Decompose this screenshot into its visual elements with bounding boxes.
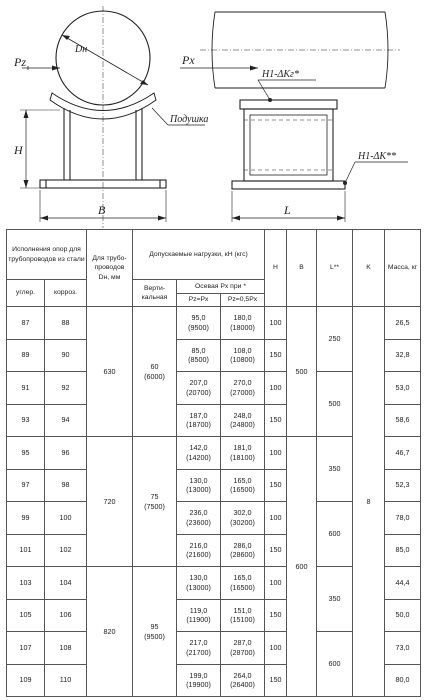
cell-h: 100	[265, 307, 287, 340]
axial-pz-px-kgf: (23600)	[186, 517, 211, 527]
cell-h: 100	[265, 567, 287, 600]
axial-pz-05-kn: 286,0	[233, 540, 252, 550]
header-dn-unit: Dн, мм	[98, 273, 121, 281]
cell-dn: 820	[87, 567, 133, 697]
cell-carbon: 93	[7, 404, 45, 437]
label-weld-2: Н1-ΔК**	[358, 151, 397, 162]
cell-axial-pz-px	[177, 599, 221, 632]
cell-axial-pz-05	[221, 469, 265, 502]
cell-axial-pz-05	[221, 632, 265, 665]
axial-pz-05-kn: 108,0	[233, 345, 252, 355]
cell-mass: 32,8	[385, 339, 421, 372]
axial-pz-05-kn: 165,0	[233, 573, 252, 583]
cell-axial-pz-05	[221, 307, 265, 340]
axial-pz-05-kn: 248,0	[233, 410, 252, 420]
cell-axial-pz-px	[177, 632, 221, 665]
cell-vertical-load	[133, 437, 177, 567]
label-pz: Pz	[14, 55, 26, 69]
cell-corrosion: 100	[45, 502, 87, 535]
axial-pz-px-kn: 130,0	[189, 573, 208, 583]
header-carbon: углер.	[7, 280, 45, 307]
axial-pz-px-kgf: (14200)	[186, 452, 211, 462]
cell-h: 100	[265, 632, 287, 665]
cell-axial-pz-05	[221, 372, 265, 405]
label-px: Px	[182, 53, 195, 67]
axial-pz-05-kgf: (27000)	[230, 387, 255, 397]
label-weld-1: Н1-ΔКг*	[262, 69, 299, 80]
cell-l: 350	[317, 437, 353, 502]
cell-l: 600	[317, 632, 353, 697]
axial-pz-05-kn: 151,0	[233, 605, 252, 615]
label-podushka: Подушка	[170, 114, 209, 125]
cell-mass: 73,0	[385, 632, 421, 665]
header-pipe-label: Для трубо-проводов	[92, 255, 127, 272]
axial-pz-05-kn: 302,0	[233, 508, 252, 518]
cell-axial-pz-px	[177, 437, 221, 470]
axial-pz-05-kn: 287,0	[233, 638, 252, 648]
cell-axial-pz-05	[221, 502, 265, 535]
axial-pz-px-kn: 187,0	[189, 410, 208, 420]
axial-pz-05-kn: 264,0	[233, 670, 252, 680]
cell-mass: 85,0	[385, 534, 421, 567]
cell-axial-pz-px	[177, 567, 221, 600]
axial-pz-px-kgf: (19900)	[186, 680, 211, 690]
cell-h: 150	[265, 404, 287, 437]
axial-pz-px-kn: 130,0	[189, 475, 208, 485]
axial-pz-05-kgf: (10800)	[230, 355, 255, 365]
cell-dn: 720	[87, 437, 133, 567]
cell-corrosion: 92	[45, 372, 87, 405]
cell-h: 100	[265, 372, 287, 405]
cell-mass: 46,7	[385, 437, 421, 470]
cell-h: 150	[265, 469, 287, 502]
table-row	[7, 307, 421, 340]
cell-carbon: 107	[7, 632, 45, 665]
cell-axial-pz-px	[177, 502, 221, 535]
cell-axial-pz-px	[177, 307, 221, 340]
header-b: B	[287, 230, 317, 307]
cell-h: 150	[265, 534, 287, 567]
cell-axial-pz-px	[177, 404, 221, 437]
support-spec-table	[6, 229, 421, 697]
axial-pz-px-kn: 236,0	[189, 508, 208, 518]
cell-l: 350	[317, 567, 353, 632]
cell-axial-pz-05	[221, 567, 265, 600]
vertical-load-kn: 60	[150, 361, 159, 371]
axial-pz-05-kgf: (18000)	[230, 322, 255, 332]
axial-pz-05-kgf: (16500)	[230, 485, 255, 495]
cell-l: 500	[317, 372, 353, 437]
label-b: B	[98, 203, 106, 217]
cell-mass: 26,5	[385, 307, 421, 340]
cell-corrosion: 104	[45, 567, 87, 600]
axial-pz-px-kn: 142,0	[189, 443, 208, 453]
axial-pz-05-kgf: (28600)	[230, 550, 255, 560]
cell-mass: 58,6	[385, 404, 421, 437]
axial-pz-05-kgf: (26400)	[230, 680, 255, 690]
axial-pz-05-kn: 181,0	[233, 443, 252, 453]
axial-pz-px-kgf: (9500)	[188, 322, 209, 332]
header-execution: Исполнения опор для трубопроводов из стали	[7, 230, 87, 280]
axial-pz-px-kn: 216,0	[189, 540, 208, 550]
label-h: H	[14, 143, 23, 157]
cell-axial-pz-05	[221, 437, 265, 470]
cell-mass: 50,0	[385, 599, 421, 632]
cell-b: 500	[287, 307, 317, 437]
axial-pz-05-kn: 270,0	[233, 378, 252, 388]
label-l: L	[284, 203, 291, 217]
cell-mass: 80,0	[385, 664, 421, 697]
axial-pz-px-kn: 217,0	[189, 638, 208, 648]
axial-pz-05-kgf: (30200)	[230, 517, 255, 527]
cell-corrosion: 102	[45, 534, 87, 567]
cell-h: 100	[265, 437, 287, 470]
axial-pz-px-kgf: (20700)	[186, 387, 211, 397]
cell-l: 250	[317, 307, 353, 372]
cell-carbon: 99	[7, 502, 45, 535]
axial-pz-05-kn: 165,0	[233, 475, 252, 485]
cell-mass: 44,4	[385, 567, 421, 600]
technical-drawing	[0, 0, 425, 228]
cell-axial-pz-05	[221, 534, 265, 567]
cell-corrosion: 94	[45, 404, 87, 437]
axial-pz-05-kgf: (18100)	[230, 452, 255, 462]
cell-axial-pz-05	[221, 404, 265, 437]
cell-axial-pz-05	[221, 599, 265, 632]
cell-corrosion: 110	[45, 664, 87, 697]
cell-corrosion: 96	[45, 437, 87, 470]
cell-h: 100	[265, 502, 287, 535]
cell-h: 150	[265, 664, 287, 697]
cell-axial-pz-px	[177, 372, 221, 405]
header-axial: Осевая Px при *	[177, 280, 265, 294]
vertical-load-kn: 75	[150, 491, 159, 501]
header-k: K	[353, 230, 385, 307]
axial-pz-px-kn: 95,0	[191, 313, 206, 323]
axial-pz-px-kgf: (11900)	[186, 615, 211, 625]
axial-pz-px-kgf: (21600)	[186, 550, 211, 560]
cell-axial-pz-px	[177, 534, 221, 567]
axial-pz-px-kn: 119,0	[189, 605, 208, 615]
header-l: L**	[317, 230, 353, 307]
cell-corrosion: 106	[45, 599, 87, 632]
axial-pz-px-kgf: (13000)	[186, 485, 211, 495]
axial-pz-px-kn: 85,0	[191, 345, 206, 355]
cell-axial-pz-px	[177, 469, 221, 502]
cell-l: 600	[317, 502, 353, 567]
header-loads: Допускаемые нагрузки, кН (кгс)	[133, 230, 265, 280]
axial-pz-05-kgf: (24800)	[230, 420, 255, 430]
header-pipe	[87, 230, 133, 307]
cell-corrosion: 88	[45, 307, 87, 340]
cell-axial-pz-px	[177, 339, 221, 372]
cell-axial-pz-05	[221, 664, 265, 697]
cell-mass: 78,0	[385, 502, 421, 535]
cell-h: 150	[265, 599, 287, 632]
vertical-load-kgf: (7500)	[144, 501, 165, 511]
cell-corrosion: 90	[45, 339, 87, 372]
axial-pz-px-kn: 199,0	[189, 670, 208, 680]
axial-pz-px-kgf: (21700)	[186, 647, 211, 657]
cell-mass: 53,0	[385, 372, 421, 405]
cell-corrosion: 98	[45, 469, 87, 502]
header-mass: Масса, кг	[385, 230, 421, 307]
cell-carbon: 109	[7, 664, 45, 697]
cell-mass: 52,3	[385, 469, 421, 502]
axial-pz-px-kn: 207,0	[189, 378, 208, 388]
cell-dn: 630	[87, 307, 133, 437]
cell-carbon: 97	[7, 469, 45, 502]
vertical-load-kgf: (9500)	[144, 631, 165, 641]
cell-carbon: 95	[7, 437, 45, 470]
cell-carbon: 89	[7, 339, 45, 372]
cell-h: 150	[265, 339, 287, 372]
cell-axial-pz-px	[177, 664, 221, 697]
header-h: H	[265, 230, 287, 307]
cell-carbon: 103	[7, 567, 45, 600]
cell-carbon: 87	[7, 307, 45, 340]
cell-vertical-load	[133, 567, 177, 697]
vertical-load-kgf: (6000)	[144, 371, 165, 381]
cell-corrosion: 108	[45, 632, 87, 665]
cell-k: 8	[353, 307, 385, 697]
axial-pz-05-kn: 180,0	[233, 313, 252, 323]
axial-pz-px-kgf: (8500)	[188, 355, 209, 365]
label-dn: Dн	[75, 44, 88, 55]
axial-pz-05-kgf: (15100)	[230, 615, 255, 625]
axial-pz-05-kgf: (16500)	[230, 582, 255, 592]
header-vertical: Верти-кальная	[133, 280, 177, 307]
vertical-load-kn: 95	[150, 621, 159, 631]
header-pz-05: Pz=0,5Px	[221, 294, 265, 307]
cell-b: 600	[287, 437, 317, 697]
axial-pz-px-kgf: (13000)	[186, 582, 211, 592]
header-corrosion: корроз.	[45, 280, 87, 307]
axial-pz-05-kgf: (28700)	[230, 647, 255, 657]
cell-axial-pz-05	[221, 339, 265, 372]
header-pz-px: Pz=Px	[177, 294, 221, 307]
cell-vertical-load	[133, 307, 177, 437]
axial-pz-px-kgf: (18700)	[186, 420, 211, 430]
cell-carbon: 91	[7, 372, 45, 405]
cell-carbon: 101	[7, 534, 45, 567]
cell-carbon: 105	[7, 599, 45, 632]
